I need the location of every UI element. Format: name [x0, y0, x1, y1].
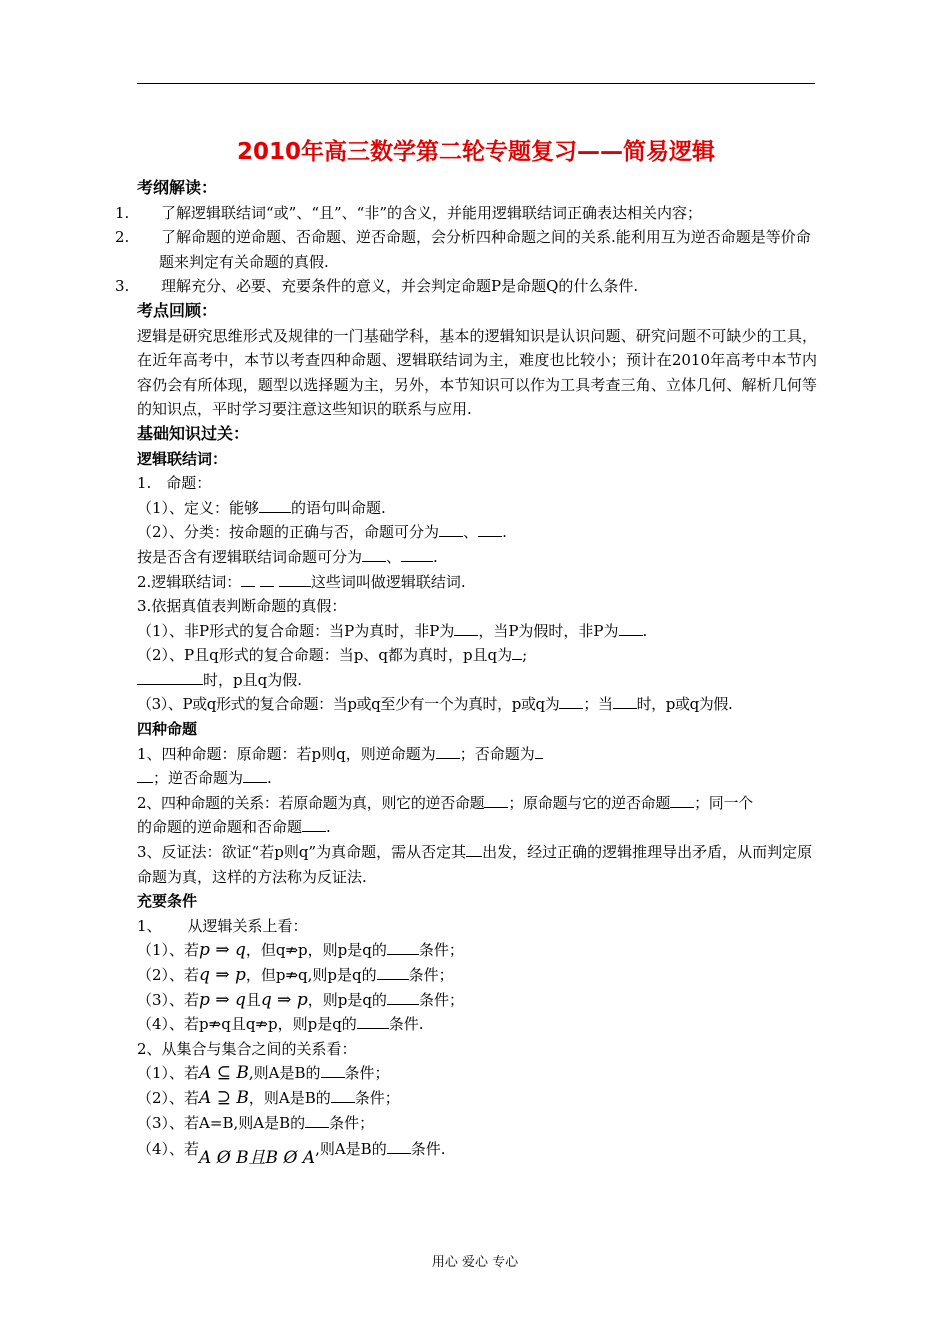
blank[interactable]: [436, 744, 460, 759]
math-p-implies-q: p ⇒ q: [199, 940, 246, 961]
line-cond-2: （2）、若q ⇒ p，但p⇏q,则p是q的 条件；: [137, 965, 454, 985]
blank[interactable]: [137, 768, 153, 783]
line-cond-4: （4）、若p⇏q且q⇏p，则p是q的 条件.: [137, 1015, 424, 1034]
blank[interactable]: [387, 940, 419, 955]
section-heading-four-propositions: 四种命题: [137, 720, 198, 739]
section-heading-outline: 考纲解读：: [137, 178, 218, 197]
page-title: 2010年高三数学第二轮专题复习——简易逻辑: [236, 139, 715, 165]
blank[interactable]: [613, 694, 637, 709]
line-set-2: （2）、若A ⊇ B，则A是B的 条件；: [137, 1087, 400, 1108]
blank[interactable]: [302, 817, 326, 832]
header-rule: [137, 83, 815, 84]
blank[interactable]: [484, 793, 508, 808]
outline-item-3: 3. 理解充分、必要、充要条件的意义，并会判定命题P是命题Q的什么条件.: [115, 277, 639, 296]
line-logic-view: 1、 从逻辑关系上看：: [137, 916, 308, 935]
line-set-view: 2、从集合与集合之间的关系看：: [137, 1039, 357, 1058]
review-paragraph: 逻辑是研究思维形式及规律的一门基础学科，基本的逻辑知识是认识问题、研究问题不可缺少的工具，在近年高考中，本节以考查四种命题、逻辑联结词为主，难度也比较小；预计在2010年高考中本节内容仍会有所体现，题型以选择题为主，另外，本节知识可以作为工具考查三角、立体几何、解析几何等的知识点，平时学习要注意这些知识的联系与应用.: [137, 326, 817, 419]
blank[interactable]: [387, 990, 419, 1005]
line-four-propositions: 1、四种命题：原命题：若p则q，则逆命题为 ；否命题为: [137, 742, 817, 767]
line-not-p: （1）、非P形式的复合命题：当P为真时，非P为 ，当P为假时，非P为 .: [137, 621, 648, 640]
line-definition: （1）、定义：能够 的语句叫命题.: [137, 498, 386, 517]
line-classification-2: 按是否含有逻辑联结词命题可分为 、 .: [137, 547, 438, 566]
blank[interactable]: [559, 694, 583, 709]
blank[interactable]: [321, 1063, 345, 1078]
blank[interactable]: [362, 547, 386, 562]
line-set-4: （4）、若A Ø B且B Ø A,则A是B的 条件.: [137, 1140, 446, 1169]
line-set-3: （3）、若A=B,则A是B的 条件；: [137, 1113, 375, 1132]
blank[interactable]: [243, 768, 267, 783]
blank[interactable]: [260, 572, 274, 587]
blank[interactable]: [466, 842, 482, 857]
blank[interactable]: [619, 621, 643, 636]
line-cond-3: （3）、若p ⇒ q且q ⇒ p，则p是q的 条件；: [137, 989, 464, 1010]
blank[interactable]: [439, 522, 463, 537]
line-contradiction: 3、反证法：欲证“若p则q”为真命题，需从否定其 出发，经过正确的逻辑推理导出矛盾，从而判定原命题为真，这样的方法称为反证法.: [137, 843, 813, 886]
line-four-propositions-2: ；逆否命题为 .: [137, 766, 817, 791]
blank[interactable]: [478, 522, 502, 537]
outline-item-1: 1. 了解逻辑联结词“或”、“且”、“非”的含义，并能用逻辑联结词正确表达相关内容；: [115, 203, 703, 222]
math-q-implies-p: q ⇒ p: [199, 965, 246, 985]
blank[interactable]: [454, 621, 478, 636]
page-footer: 用心 爱心 专心: [431, 1255, 519, 1270]
line-relations-2: 的命题的逆命题和否命题 .: [137, 818, 331, 837]
blank[interactable]: [259, 498, 291, 513]
outline-item-2: 2. 了解命题的逆命题、否命题、逆否命题，会分析四种命题之间的关系.能利用互为逆否命题是等价命题来判定有关命题的真假.: [115, 228, 811, 271]
line-relations: 2、四种命题的关系：若原命题为真，则它的逆否命题 ；原命题与它的逆否命题 ；同一个: [137, 793, 753, 812]
document-body: [115, 176, 817, 1169]
line-cond-1: （1）、若p ⇒ q，但q⇏p，则p是q的 条件；: [137, 940, 464, 961]
blank[interactable]: [241, 572, 255, 587]
line-set-1: （1）、若A ⊆ B,则A是B的 条件；: [137, 1063, 390, 1084]
blank[interactable]: [377, 965, 409, 980]
line-p-and-q: （2）、P且q形式的复合命题：当p、q都为真时，p且q为 ;: [137, 646, 528, 665]
line-truth-table: 3.依据真值表判断命题的真假：: [137, 597, 347, 616]
line-p-or-q: （3）、P或q形式的复合命题：当p或q至少有一个为真时，p或q为 ；当 时，p或q为假.: [137, 695, 733, 714]
blank[interactable]: [305, 1113, 329, 1128]
blank[interactable]: [401, 547, 433, 562]
blank[interactable]: [512, 645, 522, 660]
blank[interactable]: [670, 793, 694, 808]
blank[interactable]: [137, 670, 203, 685]
line-connectives: 2.逻辑联结词： 这些词叫做逻辑联结词.: [137, 572, 466, 591]
section-heading-review: 考点回顾：: [137, 300, 218, 320]
blank[interactable]: [279, 572, 311, 587]
blank[interactable]: [357, 1014, 389, 1029]
line-proposition: 1. 命题：: [137, 474, 212, 493]
blank[interactable]: [331, 1088, 355, 1103]
blank[interactable]: [535, 744, 543, 759]
math-proper-subset: A Ø B且B Ø A: [199, 1148, 316, 1169]
subheading-connectives: 逻辑联结词：: [137, 449, 228, 468]
blank[interactable]: [387, 1139, 411, 1154]
section-heading-conditions: 充要条件: [137, 892, 198, 911]
line-classification: （2）、分类：按命题的正确与否，命题可分为 、 .: [137, 523, 507, 542]
section-heading-basics: 基础知识过关：: [137, 423, 250, 443]
line-p-and-q-2: 时，p且q为假.: [137, 668, 817, 693]
